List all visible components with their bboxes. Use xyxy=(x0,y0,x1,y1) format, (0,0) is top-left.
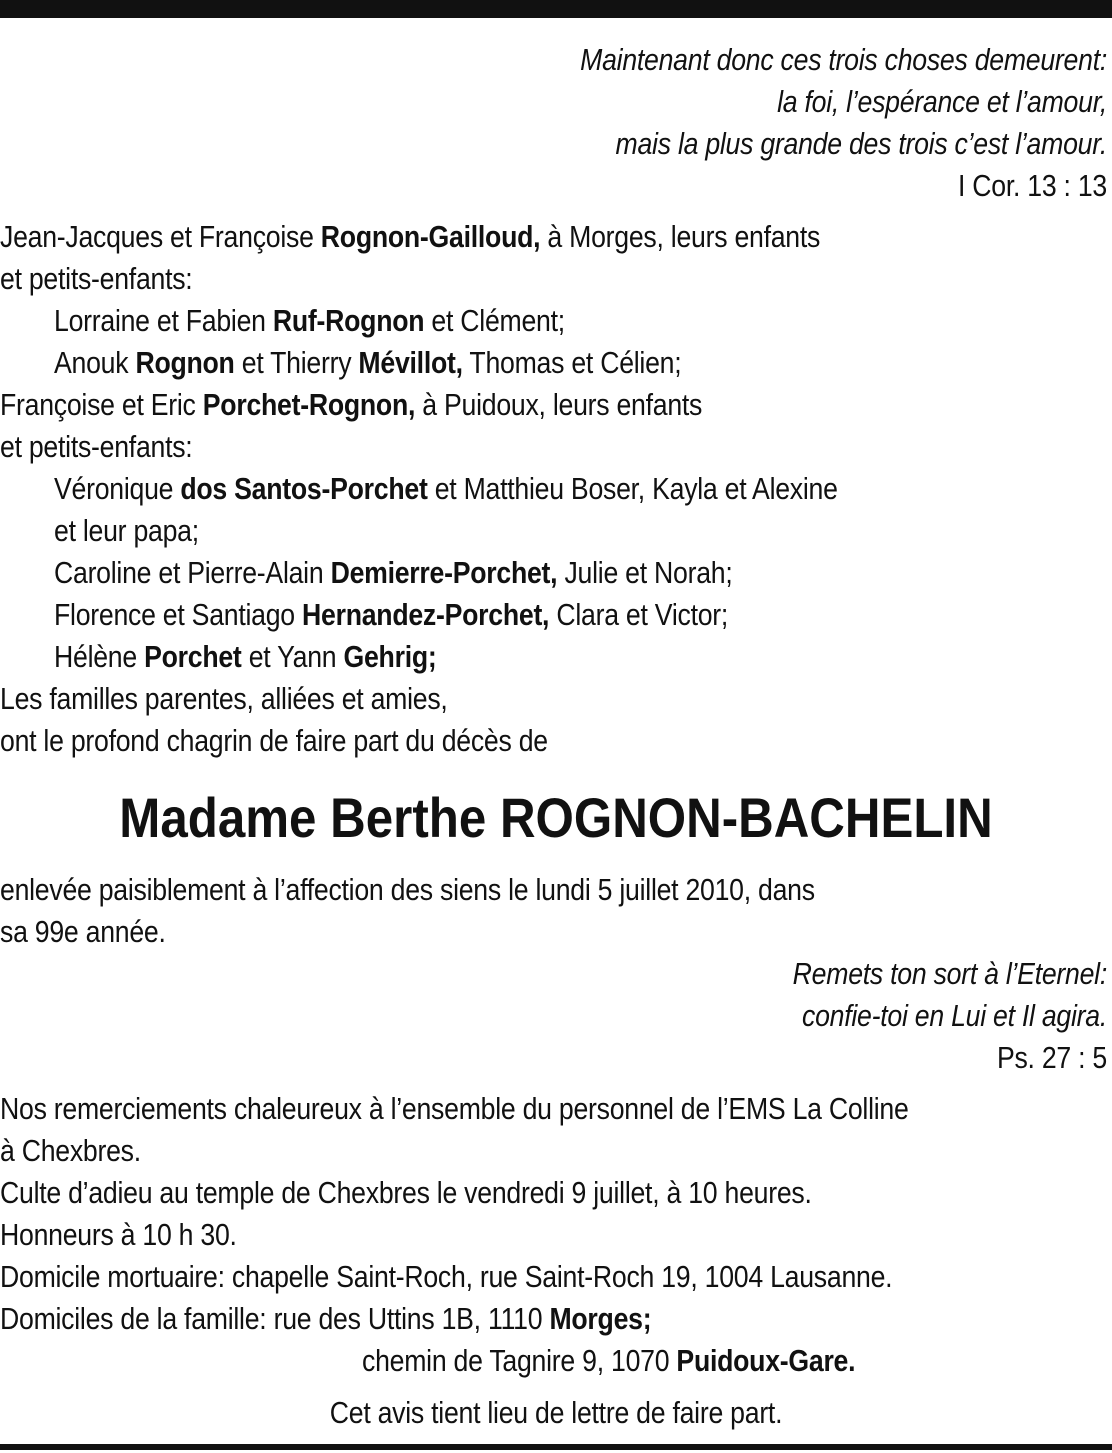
psalm-reference: Ps. 27 : 5 xyxy=(996,1040,1107,1075)
thanks-line-2: à Chexbres. xyxy=(0,1133,141,1168)
deceased-description-2: sa 99e année. xyxy=(0,914,166,949)
child-5: Florence et Santiago Hernandez-Porchet, Clara et Victor; xyxy=(54,597,729,632)
honors-info: Honneurs à 10 h 30. xyxy=(0,1217,237,1252)
quote-line-1: Maintenant donc ces trois choses demeurent: xyxy=(580,42,1107,77)
child-1: Lorraine et Fabien Ruf-Rognon et Clément; xyxy=(54,303,565,338)
closing-note: Cet avis tient lieu de lettre de faire part. xyxy=(329,1395,783,1430)
quote-line-2: la foi, l’espérance et l’amour, xyxy=(777,84,1107,119)
bottom-rule xyxy=(0,1444,1112,1450)
child-3: Véronique dos Santos-Porchet et Matthieu Boser, Kayla et Alexine xyxy=(54,471,838,506)
top-rule xyxy=(0,0,1112,18)
family-2-name: Porchet-Rognon, xyxy=(202,387,416,422)
other-families-1: Les familles parentes, alliées et amies, xyxy=(0,681,448,716)
child-4: Caroline et Pierre-Alain Demierre-Porchet, Julie et Norah; xyxy=(54,555,733,590)
child-6: Hélène Porchet et Yann Gehrig; xyxy=(54,639,437,674)
quote-reference: I Cor. 13 : 13 xyxy=(957,168,1107,203)
child-2: Anouk Rognon et Thierry Mévillot, Thomas et Célien; xyxy=(54,345,682,380)
thanks-line-1: Nos remerciements chaleureux à l’ensemble du personnel de l’EMS La Colline xyxy=(0,1091,909,1126)
other-families-2: ont le profond chagrin de faire part du décès de xyxy=(0,723,548,758)
service-info: Culte d’adieu au temple de Chexbres le vendredi 9 juillet, à 10 heures. xyxy=(0,1175,812,1210)
deceased-name: Madame Berthe ROGNON-BACHELIN xyxy=(119,786,993,849)
deceased-description-1: enlevée paisiblement à l’affection des siens le lundi 5 juillet 2010, dans xyxy=(0,872,815,907)
family-1-continued: et petits-enfants: xyxy=(0,261,193,296)
quote-line-3: mais la plus grande des trois c’est l’amour. xyxy=(615,126,1107,161)
family-1: Jean-Jacques et Françoise Rognon-Gailloud, à Morges, leurs enfants xyxy=(0,219,821,254)
psalm-line-1: Remets ton sort à l’Eternel: xyxy=(792,956,1107,991)
child-3-continued: et leur papa; xyxy=(54,513,199,548)
mortuary-info: Domicile mortuaire: chapelle Saint-Roch, rue Saint-Roch 19, 1004 Lausanne. xyxy=(0,1259,893,1294)
family-2: Françoise et Eric Porchet-Rognon, à Puidoux, leurs enfants xyxy=(0,387,703,422)
family-address-1: Domiciles de la famille: rue des Uttins 1B, 1110 Morges; xyxy=(0,1301,652,1336)
family-2-continued: et petits-enfants: xyxy=(0,429,193,464)
psalm-line-2: confie-toi en Lui et Il agira. xyxy=(802,998,1107,1033)
family-1-name: Rognon-Gailloud, xyxy=(320,219,541,254)
family-address-2: chemin de Tagnire 9, 1070 Puidoux-Gare. xyxy=(362,1343,856,1378)
